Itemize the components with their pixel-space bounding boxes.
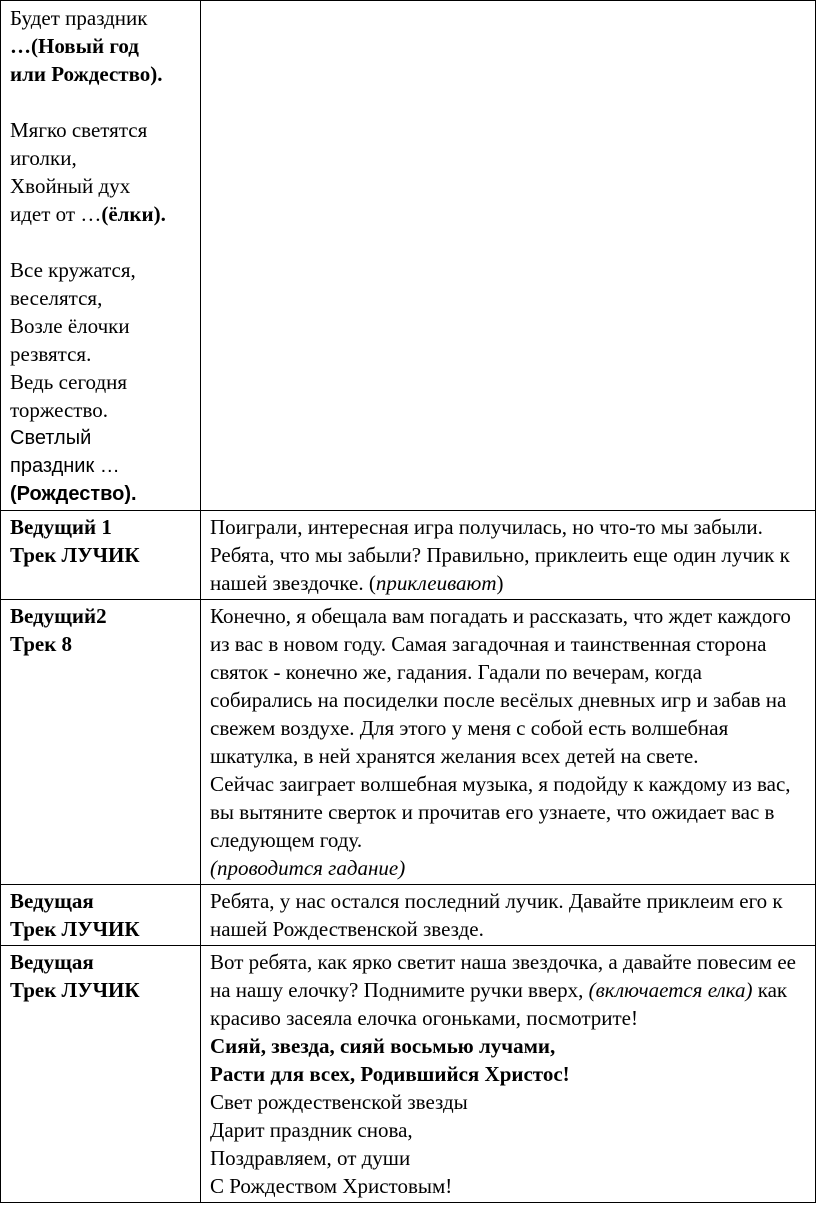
dialogue-text: Ребята, у нас остался последний лучик. Давайте приклеим его к нашей Рождественской звезде.	[210, 889, 783, 941]
speaker-name: Ведущая	[10, 950, 94, 974]
track-name: Трек ЛУЧИК	[10, 917, 140, 941]
table-row	[1, 885, 816, 946]
table-row	[1, 946, 816, 1203]
speaker-name: Ведущий 1	[10, 515, 112, 539]
dialogue-text	[210, 948, 807, 1032]
poem-line: Ведь сегодня	[10, 370, 128, 394]
dialogue-main: Поиграли, интересная игра получилась, но что-то мы забыли. Ребята, что мы забыли? Правильно, приклеить еще один лучик к нашей звездочке. (	[210, 515, 790, 595]
poem-answer: (ёлки).	[101, 202, 166, 226]
speaker-cell	[1, 946, 201, 1203]
poem-line: Будет праздник	[10, 6, 148, 30]
stage-direction: (включается елка)	[588, 978, 753, 1002]
verse-line: Расти для всех, Родившийся Христос!	[210, 1062, 570, 1086]
poem-line: Возле ёлочки	[10, 314, 130, 338]
blank-line	[10, 88, 192, 116]
poem-cell	[1, 1, 201, 511]
track-name: Трек ЛУЧИК	[10, 978, 140, 1002]
poem-line: Светлый	[10, 427, 92, 449]
poem-line: …(Новый год	[10, 34, 139, 58]
table-row	[1, 511, 816, 600]
stage-direction: приклеивают	[375, 571, 497, 595]
track-name: Трек 8	[10, 632, 73, 656]
speaker-name: Ведущая	[10, 889, 94, 913]
poem-line: праздник …	[10, 455, 120, 477]
speaker-cell	[1, 511, 201, 600]
poem-line: резвятся.	[10, 342, 92, 366]
poem-line: (Рождество).	[10, 483, 137, 505]
stage-direction: (проводится гадание)	[210, 856, 406, 880]
poem-line	[10, 200, 192, 228]
dialogue-text	[210, 513, 807, 597]
poem-line: торжество.	[10, 398, 108, 422]
poem-line: Мягко светятся	[10, 118, 148, 142]
speaker-name: Ведущий2	[10, 604, 107, 628]
dialogue-main: Вот ребята, как ярко светит наша звездочка, а давайте повесим ее на нашу елочку? Поднимите ручки вверх,	[210, 950, 796, 1002]
poem-line: или Рождество).	[10, 62, 163, 86]
verse-line: Сияй, звезда, сияй восьмью лучами,	[210, 1034, 556, 1058]
speaker-cell	[1, 885, 201, 946]
dialogue-cell	[201, 511, 816, 600]
table-row	[1, 600, 816, 885]
verse-line: Поздравляем, от души	[210, 1146, 411, 1170]
speaker-cell	[1, 600, 201, 885]
poem-line: иголки,	[10, 146, 77, 170]
verse-line: Свет рождественской звезды	[210, 1090, 468, 1114]
dialogue-text: Конечно, я обещала вам погадать и рассказать, что ждет каждого из вас в новом году. Самая загадочная и таинственная сторона святок - конечно же, гадания. Гадали по вечерам, когда собирались на посиделки после весёлых дневных игр и забав на свежем воздухе. Для этого у меня с собой есть волшебная шкатулка, в ней хранятся желания всех детей на свете.	[210, 604, 791, 768]
table-row	[1, 1, 816, 511]
dialogue-cell	[201, 600, 816, 885]
poem-line: Хвойный дух	[10, 174, 131, 198]
poem-line: веселятся,	[10, 286, 103, 310]
dialogue-cell	[201, 946, 816, 1203]
empty-cell	[201, 1, 816, 511]
verse-line: Дарит праздник снова,	[210, 1118, 413, 1142]
blank-line	[10, 228, 192, 256]
dialogue-rest: как красиво засеяла елочка огоньками, посмотрите!	[210, 978, 788, 1030]
verse-line: С Рождеством Христовым!	[210, 1174, 453, 1198]
track-name: Трек ЛУЧИК	[10, 543, 140, 567]
dialogue-text: Сейчас заиграет волшебная музыка, я подойду к каждому из вас, вы вытяните сверток и прочитав его узнаете, что ожидает вас в следующем году.	[210, 772, 791, 852]
dialogue-cell	[201, 885, 816, 946]
poem-line: Все кружатся,	[10, 258, 136, 282]
poem-text: идет от …	[10, 202, 102, 226]
dialogue-close: )	[496, 571, 504, 595]
